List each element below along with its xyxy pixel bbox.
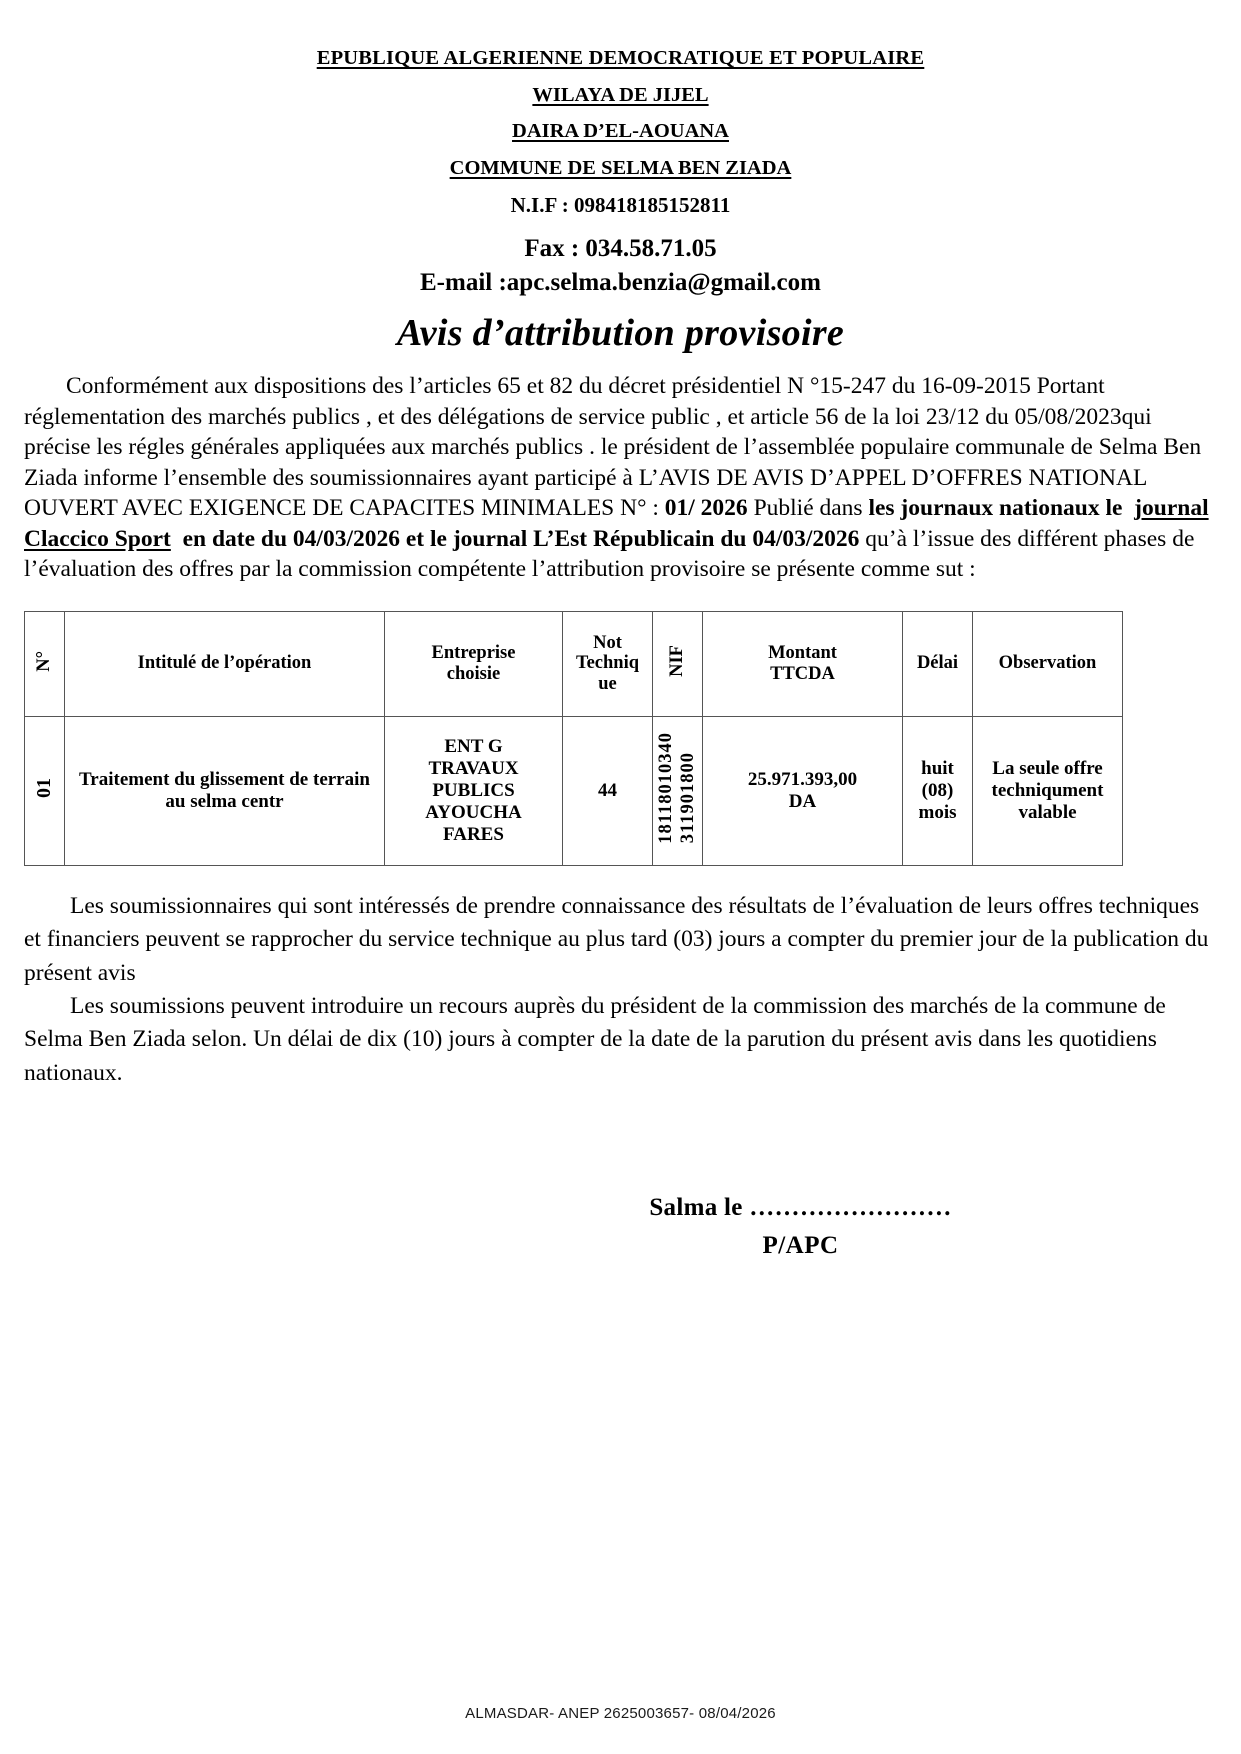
signature-role: P/APC — [762, 1231, 839, 1259]
journal-name: journal Claccico Sport — [24, 495, 1209, 552]
cell-delay: huit (08) mois — [903, 716, 973, 865]
intro-segment-3: en date du 04/03/2026 et le journal L’Est Républicain du 04/03/2026 — [182, 525, 860, 552]
journals-label: les journaux nationaux le — [868, 495, 1123, 522]
intro-segment-2: Publié dans — [747, 495, 869, 522]
cell-amount — [703, 716, 903, 865]
signature-place-date: Salma le …………………… — [649, 1193, 952, 1221]
cell-nif-line1: 18118010340 — [656, 731, 677, 844]
cell-no-text: 01 — [32, 777, 55, 798]
closing-paragraph-2: Les soumissions peuvent introduire un recours auprès du président de la commission des marchés de la commune de Selma Ben Ziada selon. Un délai de dix (10) jours à compter de la date de la parution du présent avis dans les quotidiens nationaux. — [24, 992, 1166, 1086]
col-header-no-text: N° — [34, 650, 55, 672]
letterhead-republic-text: EPUBLIQUE ALGERIENNE DEMOCRATIQUE ET POPULAIRE — [316, 47, 925, 69]
letterhead-email-address[interactable]: apc.selma.benzia@gmail.com — [506, 269, 821, 296]
letterhead-fax — [0, 235, 1241, 263]
award-table — [24, 611, 1123, 866]
col-header-company: Entreprise choisie — [385, 611, 563, 716]
signature-block — [0, 1194, 1241, 1260]
letterhead-nif-text: N.I.F : 098418185152811 — [510, 193, 731, 217]
letterhead-daira-text: DAIRA D’EL-AOUANA — [512, 120, 729, 142]
cell-amount-currency: DA — [788, 790, 817, 812]
col-header-observation: Observation — [973, 611, 1123, 716]
cell-nif-line2: 311901800 — [677, 752, 698, 844]
letterhead — [0, 0, 1241, 297]
letterhead-fax-text: Fax : 034.58.71.05 — [524, 235, 717, 262]
col-header-technical-note: Not Techniq ue — [563, 611, 653, 716]
letterhead-daira — [0, 121, 1241, 142]
intro-paragraph — [24, 371, 1219, 585]
table-header-row — [25, 611, 1123, 716]
col-header-nif — [653, 611, 703, 716]
table-row — [25, 716, 1123, 865]
letterhead-wilaya — [0, 85, 1241, 106]
cell-no — [25, 716, 65, 865]
page-title: Avis d’attribution provisoire — [396, 312, 845, 354]
letterhead-commune — [0, 158, 1241, 179]
col-header-no — [25, 611, 65, 716]
letterhead-commune-text: COMMUNE DE SELMA BEN ZIADA — [449, 156, 792, 179]
closing-section — [0, 890, 1241, 1090]
letterhead-republic — [0, 48, 1241, 69]
cell-observation: La seule offre techniqument valable — [973, 716, 1123, 865]
cell-operation: Traitement du glissement de terrain au selma centr — [65, 716, 385, 865]
intro-section — [0, 371, 1241, 585]
cell-amount-value: 25.971.393,00 — [747, 768, 858, 790]
intro-segment-4: qu’à l’issue des différent phases de l’évaluation des offres par la commission compétente l’attribution provisoire se présente comme sut : — [24, 525, 1195, 583]
letterhead-email — [0, 269, 1241, 297]
intro-segment-1: Conformément aux dispositions des l’articles 65 et 82 du décret présidentiel N °15-247 du 16-09-2015 Portant réglementation des marchés publics , et des délégations de service public , et article 56 de la loi 23/12 du 05/08/2023qui précise les régles générales appliquées aux marchés publics . le président de l’assemblée populaire communale de Selma Ben Ziada informe l’ensemble des soumissionnaires ayant participé à L’AVIS DE AVIS D’APPEL D’OFFRES NATIONAL OUVERT AVEC EXIGENCE DE CAPACITES MINIMALES N° : — [24, 373, 1202, 522]
closing-paragraph-1: Les soumissionnaires qui sont intéressés de prendre connaissance des résultats de l’évaluation de leurs offres techniques et financiers peuvent se rapprocher du service technique au plus tard (03) jours a compter du premier jour de la publication du présent avis — [24, 892, 1209, 986]
award-table-wrapper — [0, 611, 1241, 866]
cell-company: ENT G TRAVAUX PUBLICS AYOUCHA FARES — [385, 716, 563, 865]
col-header-operation: Intitulé de l’opération — [65, 611, 385, 716]
col-header-amount: Montant TTCDA — [703, 611, 903, 716]
footer-reference: ALMASDAR- ANEP 2625003657- 08/04/2026 — [465, 1705, 776, 1722]
letterhead-wilaya-text: WILAYA DE JIJEL — [532, 83, 709, 106]
letterhead-nif — [0, 193, 1241, 218]
tender-number: 01/ 2026 — [664, 495, 748, 522]
col-header-delay: Délai — [903, 611, 973, 716]
letterhead-email-label: E-mail : — [420, 269, 507, 296]
cell-nif — [653, 716, 703, 865]
cell-technical-note: 44 — [563, 716, 653, 865]
col-header-nif-text: NIF — [667, 645, 688, 677]
